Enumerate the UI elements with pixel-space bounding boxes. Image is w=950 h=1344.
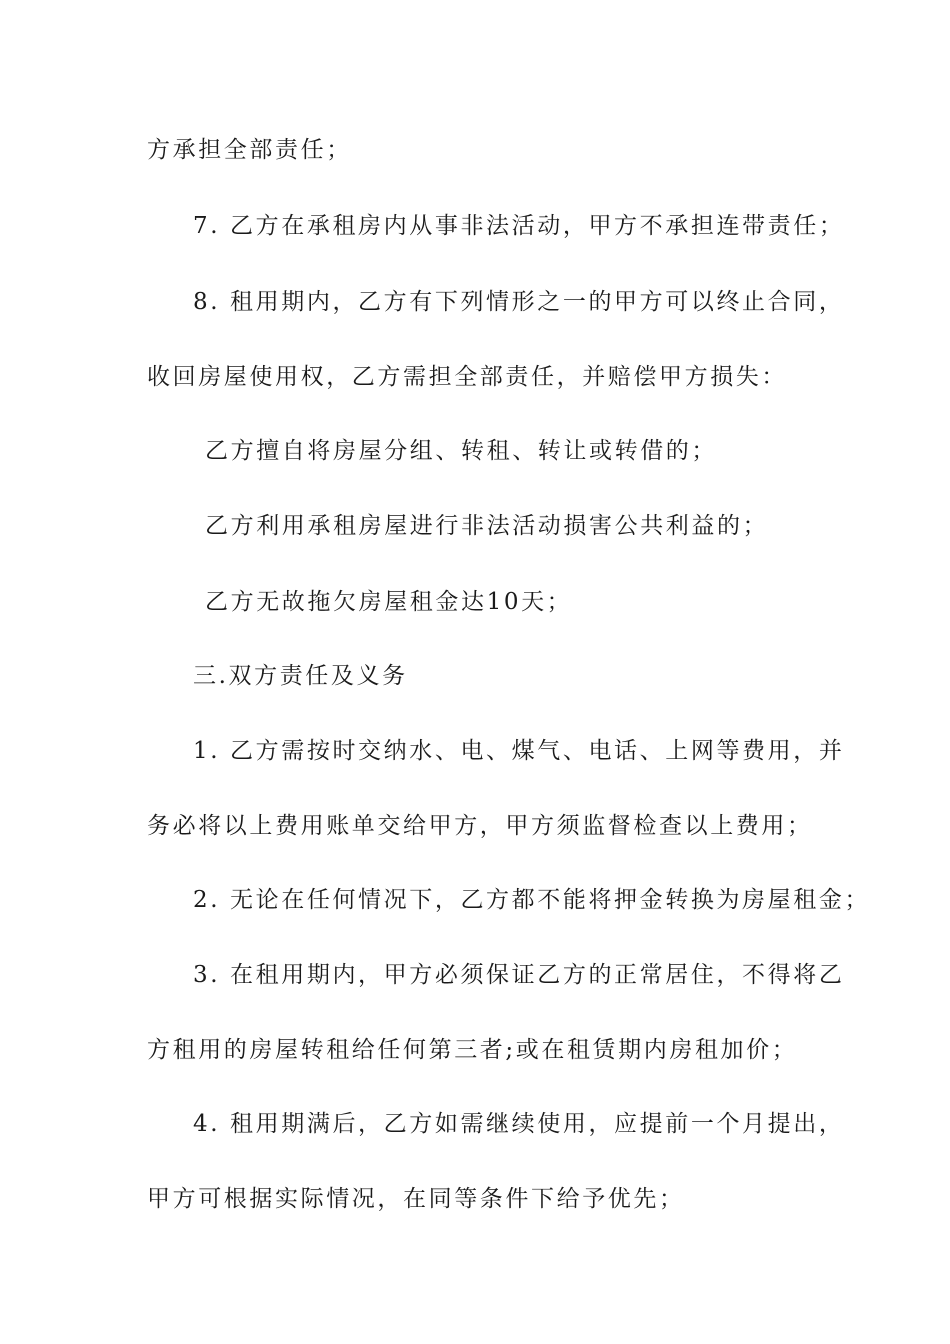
clause-7: 7. 乙方在承租房内从事非法活动，甲方不承担连带责任； <box>193 213 845 239</box>
text-line: 务必将以上费用账单交给甲方，甲方须监督检查以上费用； <box>147 813 813 839</box>
clause-4: 4. 租用期满后，乙方如需继续使用，应提前一个月提出， <box>193 1111 845 1137</box>
sub-item: 乙方擅自将房屋分组、转租、转让或转借的； <box>205 438 717 464</box>
clause-2: 2. 无论在任何情况下，乙方都不能将押金转换为房屋租金； <box>193 887 871 913</box>
text-line: 方租用的房屋转租给任何第三者;或在租赁期内房租加价； <box>147 1037 798 1063</box>
text-line: 方承担全部责任； <box>147 137 352 163</box>
clause-8: 8. 租用期内，乙方有下列情形之一的甲方可以终止合同， <box>193 289 845 315</box>
text-line: 收回房屋使用权，乙方需担全部责任，并赔偿甲方损失： <box>147 364 787 390</box>
text-line: 甲方可根据实际情况，在同等条件下给予优先； <box>147 1186 685 1212</box>
sub-item: 乙方无故拖欠房屋租金达10天； <box>205 589 573 615</box>
clause-1: 1. 乙方需按时交纳水、电、煤气、电话、上网等费用，并 <box>193 738 845 764</box>
sub-item: 乙方利用承租房屋进行非法活动损害公共利益的； <box>205 513 769 539</box>
section-heading: 三.双方责任及义务 <box>193 663 408 689</box>
clause-3: 3. 在租用期内，甲方必须保证乙方的正常居住，不得将乙 <box>193 962 845 988</box>
